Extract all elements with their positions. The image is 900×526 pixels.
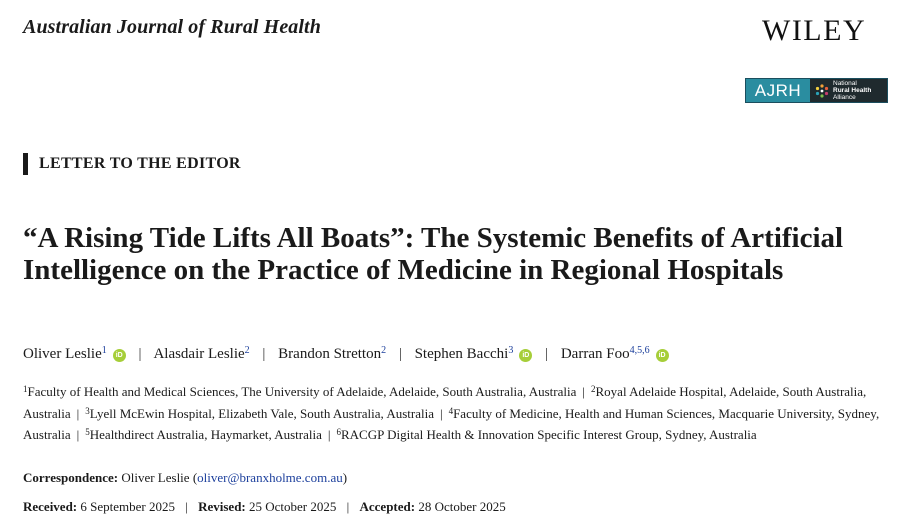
correspondence-email-link[interactable]: oliver@branxholme.com.au [197, 470, 343, 485]
ajrh-badge-label: AJRH [746, 79, 810, 102]
correspondence-name: Oliver Leslie [121, 470, 190, 485]
author-affiliation-ref[interactable]: 2 [381, 345, 387, 356]
author-list [23, 340, 883, 365]
author-separator: | [262, 346, 266, 362]
author-name[interactable]: Oliver Leslie [23, 346, 102, 362]
date-separator: | [346, 499, 350, 514]
orcid-icon[interactable]: iD [656, 349, 669, 362]
author-name[interactable]: Darran Foo [560, 346, 630, 362]
alliance-badge [810, 79, 887, 102]
journal-title[interactable]: Australian Journal of Rural Health [23, 16, 321, 38]
accepted-date: 28 October 2025 [418, 499, 506, 514]
section-label: LETTER TO THE EDITOR [23, 153, 241, 175]
affiliation-number: 5 [85, 427, 90, 437]
affiliation-number: 4 [448, 405, 454, 416]
affiliation-text: Royal Adelaide Hospital, Adelaide, South Australia, Australia [23, 384, 867, 421]
author-name[interactable]: Alasdair Leslie [153, 346, 245, 362]
affiliation-number: 2 [591, 384, 596, 394]
alliance-text [833, 80, 871, 101]
author-separator: | [138, 346, 142, 362]
affiliation-text: RACGP Digital Health & Innovation Specific Interest Group, Sydney, Australia [341, 427, 757, 442]
alliance-line-3: Alliance [833, 94, 856, 101]
alliance-line-2: Rural Health [833, 87, 872, 94]
received-label: Received: [23, 499, 78, 514]
affiliation-text: Faculty of Medicine, Health and Human Sciences, Macquarie University, Sydney, Australia [23, 405, 880, 442]
publication-dates [23, 499, 506, 515]
correspondence-label: Correspondence: [23, 470, 119, 485]
author-separator: | [398, 346, 402, 362]
author-name[interactable]: Brandon Stretton [278, 346, 382, 362]
affiliation-separator: | [76, 427, 80, 442]
author-affiliation-ref[interactable]: 3 [508, 345, 514, 356]
article-title: “A Rising Tide Lifts All Boats”: The Systemic Benefits of Artificial Intelligence on the Practice of Medicine in Regional Hospitals [23, 222, 844, 286]
alliance-logo-icon [814, 83, 830, 99]
received-date: 6 September 2025 [80, 499, 175, 514]
author-affiliation-ref[interactable]: 2 [244, 345, 250, 356]
affiliation-separator: | [439, 405, 443, 421]
correspondence: Correspondence: Oliver Leslie (oliver@branxholme.com.au) [23, 470, 348, 485]
wiley-logo[interactable]: WILEY [762, 14, 867, 47]
author-affiliation-ref[interactable]: 1 [101, 345, 107, 356]
affiliations [23, 380, 883, 445]
revised-label: Revised: [198, 499, 246, 514]
date-separator: | [185, 499, 188, 514]
affiliation-number: 6 [336, 427, 341, 437]
affiliation-separator: | [327, 427, 331, 442]
affiliation-text: Healthdirect Australia, Haymarket, Australia [89, 427, 322, 442]
ajrh-badge[interactable] [745, 78, 888, 103]
author-name[interactable]: Stephen Bacchi [414, 346, 509, 362]
accepted-label: Accepted: [359, 499, 416, 514]
revised-date: 25 October 2025 [249, 499, 337, 514]
affiliation-separator: | [582, 384, 585, 399]
affiliation-separator: | [76, 405, 80, 421]
affiliation-text: Lyell McEwin Hospital, Elizabeth Vale, South Australia, Australia [89, 405, 434, 421]
author-separator: | [545, 346, 549, 362]
orcid-icon[interactable]: iD [519, 349, 532, 362]
orcid-icon[interactable]: iD [113, 349, 126, 362]
alliance-line-1: National [833, 80, 857, 87]
affiliation-number: 1 [23, 384, 28, 394]
author-affiliation-ref[interactable]: 4,5,6 [629, 345, 650, 356]
affiliation-number: 3 [85, 405, 90, 416]
affiliation-text: Faculty of Health and Medical Sciences, The University of Adelaide, Adelaide, South Australia, Australia [27, 384, 577, 399]
